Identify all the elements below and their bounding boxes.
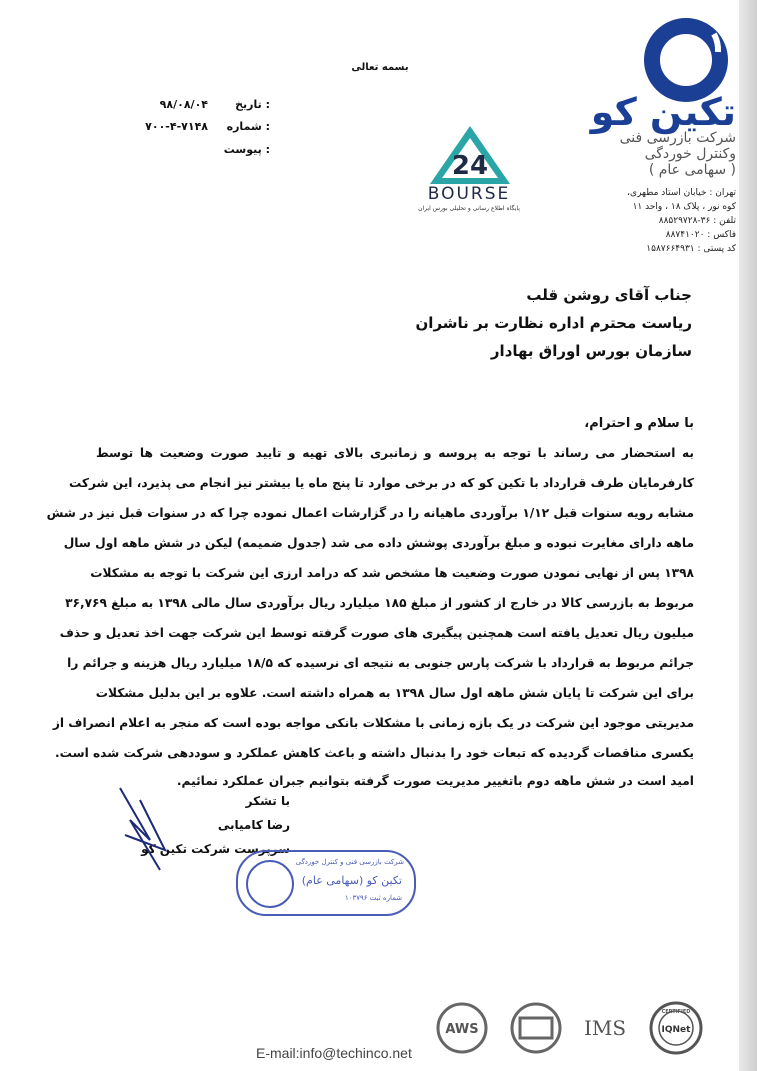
signature-title: سرپرست شرکت تکین کو: [141, 842, 290, 856]
date-value: ۹۸/۰۸/۰۴: [159, 98, 208, 111]
number-label: شماره :: [226, 120, 270, 133]
recipient-organization: سازمان بورس اوراق بهادار: [490, 342, 692, 360]
number-value: ۷۰۰-۴-۷۱۴۸: [145, 120, 208, 133]
bismillah-heading: بسمه تعالی: [351, 62, 409, 73]
bourse-wordmark: BOURSE: [427, 184, 511, 204]
stamp-line: تکین کو (سهامی عام): [301, 874, 402, 887]
body-line: به استحضار می رساند با توجه به پروسه و زمانبری بالای تهیه و تایید صورت وضعیت ها توسط: [96, 446, 694, 460]
body-line: یکسری مناقصات گردیده که تبعات خود را بدنبال داشته و باعث کاهش عملکرد و سوددهی شرکت شده است.: [55, 746, 694, 760]
iqnet-cert-icon: [644, 1000, 708, 1056]
bourse-tagline: پایگاه اطلاع رسانی و تحلیلی بورس ایران: [418, 205, 520, 212]
number-row: [120, 120, 270, 136]
body-line: ماهه دارای مغایرت نبوده و مبلغ برآوردی پوشش داده می شد (جدول ضمیمه) لیکن در شش ماهه اول سال: [63, 536, 694, 550]
body-line: مدیریتی موجود این شرکت در یک بازه زمانی با مشکلات بانکی مواجه بوده است که منجر به اعلام انصراف از: [52, 716, 694, 730]
signature-name: رضا کامیابی: [217, 818, 290, 832]
svg-text:24: 24: [451, 151, 489, 181]
attachment-row: [120, 143, 270, 159]
body-line: جرائم مربوط به قرارداد با شرکت پارس جنوبی به نتیجه ای نرسیده که ۱۸/۵ میلیارد ریال هزینه و جرائم را: [67, 656, 694, 670]
stamp-logo-icon: [246, 860, 294, 908]
company-name: تکین کو: [590, 90, 736, 134]
aws-cert-icon: [432, 1000, 492, 1056]
company-subtitle-line: ( سهامی عام ): [648, 162, 736, 178]
address-line: تهران : خیابان استاد مطهری،: [627, 188, 736, 198]
certified-label: CERTIFIED: [661, 1009, 691, 1015]
ims-label: IMS: [584, 1016, 627, 1040]
body-line: مشابه رویه سنوات قبل ۱/۱۲ برآوردی ماهیانه را در گزارشات اعمال نموده چرا که در سنوات قبل نیز در شش: [46, 506, 694, 520]
iqnet-label: IQNet: [661, 1025, 691, 1035]
company-address: [570, 186, 736, 256]
quality-cert-icon: [504, 1000, 568, 1056]
address-line: کد پستی : ۱۵۸۷۶۶۴۹۳۱: [646, 244, 736, 254]
stamp-line: شرکت بازرسی فنی و کنترل خوردگی: [295, 858, 404, 866]
company-subtitle-line: وکنترل خوردگی: [644, 146, 736, 162]
body-line: کارفرمایان طرف قرارداد با تکین کو که در برخی موارد تا پنج ماه یا بیشتر نیز انجام می پذیرد، این شرکت: [68, 476, 694, 490]
body-line: برای این شرکت تا پایان شش ماهه اول سال ۱۳۹۸ به همراه داشته است. علاوه بر این بدلیل مشکلات: [95, 686, 694, 700]
recipient-title: ریاست محترم اداره نظارت بر ناشران: [415, 314, 692, 332]
stamp-line: شماره ثبت ۱۰۳۷۹۶: [344, 894, 402, 902]
handwritten-signature-icon: [110, 780, 180, 880]
company-email: E-mail:info@techinco.net: [256, 1045, 412, 1061]
company-stamp: [236, 850, 416, 916]
salutation: با سلام و احترام،: [584, 416, 694, 431]
recipient-name: جناب آقای روشن قلب: [526, 286, 692, 304]
body-line: میلیون ریال تعدیل یافته است همچنین پیگیری های صورت گرفته توسط این شرکت جهت اخذ تعدیل و حذف: [59, 626, 694, 640]
address-line: کوه نور ، پلاک ۱۸ ، واحد ۱۱: [632, 202, 736, 212]
address-line: تلفن : ۳۶-۸۸۵۲۹۷۲۸: [658, 216, 736, 226]
signature-thanks: با تشکر: [245, 794, 290, 808]
company-subtitle-line: شرکت بازرسی فنی: [619, 130, 736, 146]
body-line: مربوط به بازرسی کالا در خارج از کشور از مبلغ ۱۸۵ میلیارد ریال برآوردی سال مالی ۱۳۹۸ به مبلغ ۳۶,۷۶۹: [65, 596, 694, 610]
date-label: تاریخ :: [235, 98, 270, 111]
closing-line: امید است در شش ماهه دوم باتغییر مدیریت صورت گرفته بتوانیم جبران عملکرد نمائیم.: [176, 774, 694, 788]
attachment-label: پیوست :: [223, 143, 270, 156]
body-line: ۱۳۹۸ پس از نهایی نمودن صورت وضعیت ها مشخص شد که درامد ارزی این شرکت با توجه به مشکلات: [90, 566, 694, 580]
company-subtitle: [560, 130, 736, 178]
date-row: [120, 98, 270, 114]
address-line: فاکس : ۸۸۷۴۱۰۲۰: [665, 230, 736, 240]
aws-label: AWS: [445, 1022, 479, 1037]
page-edge-shadow: [739, 0, 757, 1071]
